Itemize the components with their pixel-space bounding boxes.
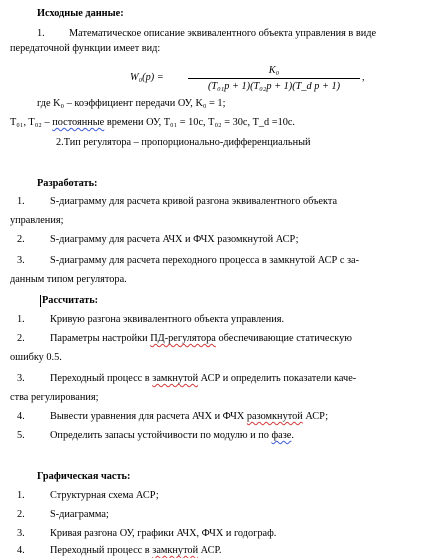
formula-fraction	[188, 64, 360, 93]
time-line-flagged-word: постоянные	[52, 117, 105, 128]
calc-5-post: .	[291, 430, 294, 441]
transfer-function-formula	[130, 64, 370, 94]
calc-3-pre: Переходный процесс в	[50, 373, 153, 384]
calc-3-number: 3.	[17, 373, 25, 384]
heading-develop: Разработать:	[37, 178, 98, 189]
time-constants-line	[10, 117, 295, 129]
calc-5-flagged-word: фазе	[271, 430, 292, 441]
calc-5-text	[50, 430, 294, 442]
formula-numerator: K₀	[268, 65, 280, 76]
calc-5-number: 5.	[17, 430, 25, 441]
develop-1-number: 1.	[17, 196, 25, 207]
regulator-type: 2.Тип регулятора – пропорционально-дифференциальный	[56, 137, 311, 148]
calc-1-text: Кривую разгона эквивалентного объекта управления.	[50, 314, 285, 325]
fraction-bar	[188, 78, 360, 79]
develop-3-line1: S-диаграмму для расчета переходного процесса в замкнутой АСР с за-	[50, 255, 360, 266]
develop-3-line2: данным типом регулятора.	[10, 274, 127, 285]
calc-3-post: АСР и определить показатели каче-	[198, 373, 357, 384]
formula-denominator: (T₀₁p + 1)(T₀₂p + 1)(T_d p + 1)	[207, 81, 341, 92]
graphic-2-number: 2.	[17, 509, 25, 520]
calc-4-post: АСР;	[302, 411, 329, 422]
graphic-4-post: АСР.	[198, 545, 222, 556]
formula-tail: ,	[362, 72, 365, 83]
calc-2-line1	[50, 333, 352, 345]
graphic-4-pre: Переходный процесс в	[50, 545, 153, 556]
graphic-3-number: 3.	[17, 528, 25, 539]
text-cursor	[40, 295, 41, 307]
calc-4-flagged-word: разомкнутой	[246, 411, 303, 422]
calc-1-number: 1.	[17, 314, 25, 325]
develop-1-line1: S-диаграмму для расчета кривой разгона эквивалентного объекта	[50, 196, 338, 207]
develop-2-number: 2.	[17, 234, 25, 245]
item-1-line2: передаточной функции имеет вид:	[10, 43, 161, 54]
time-line-suffix: времени ОУ, T₀₁ = 10с, T₀₂ = 30с, T_d =10с.	[104, 117, 296, 128]
formula-lhs: W₀(p) =	[130, 72, 164, 83]
time-line-prefix: T₀₁, T₀₂ –	[10, 117, 53, 128]
calc-3-flagged-word: замкнутой	[152, 373, 199, 384]
calc-4-number: 4.	[17, 411, 25, 422]
heading-graphic: Графическая часть:	[37, 471, 131, 482]
graphic-3-text: Кривая разгона ОУ, графики АЧХ, ФЧХ и годограф.	[50, 528, 277, 539]
calc-4-text	[50, 411, 328, 423]
calc-2-number: 2.	[17, 333, 25, 344]
heading-source-data: Исходные данные:	[37, 8, 124, 19]
item-1-number: 1.	[37, 28, 45, 39]
calc-3-line2: ства регулирования;	[10, 392, 99, 403]
graphic-1-number: 1.	[17, 490, 25, 501]
graphic-4-number: 4.	[17, 545, 25, 556]
graphic-4-flagged-word: замкнутой	[152, 545, 199, 556]
item-1-line1: Математическое описание эквивалентного объекта управления в виде	[69, 28, 377, 39]
calc-2-pre: Параметры настройки	[50, 333, 151, 344]
calc-5-pre: Определить запасы устойчивости по модулю и по	[50, 430, 272, 441]
calc-3-line1	[50, 373, 356, 385]
heading-calculate: Рассчитать:	[42, 295, 99, 306]
graphic-1-text: Структурная схема АСР;	[50, 490, 159, 501]
develop-1-line2: управления;	[10, 215, 64, 226]
calc-2-line2: ошибку 0.5.	[10, 352, 62, 363]
calc-2-post: обеспечивающие статическую	[215, 333, 352, 344]
gain-definition: где K₀ – коэффициент передачи ОУ, K₀ = 1;	[37, 98, 226, 109]
develop-2-line1: S-диаграмму для расчета АЧХ и ФЧХ разомкнутой АСР;	[50, 234, 299, 245]
graphic-2-text: S-диаграмма;	[50, 509, 109, 520]
calc-2-flagged-word: ПД-регулятора	[150, 333, 216, 344]
calc-4-pre: Вывести уравнения для расчета АЧХ и ФЧХ	[50, 411, 247, 422]
develop-3-number: 3.	[17, 255, 25, 266]
graphic-4-text	[50, 545, 221, 557]
